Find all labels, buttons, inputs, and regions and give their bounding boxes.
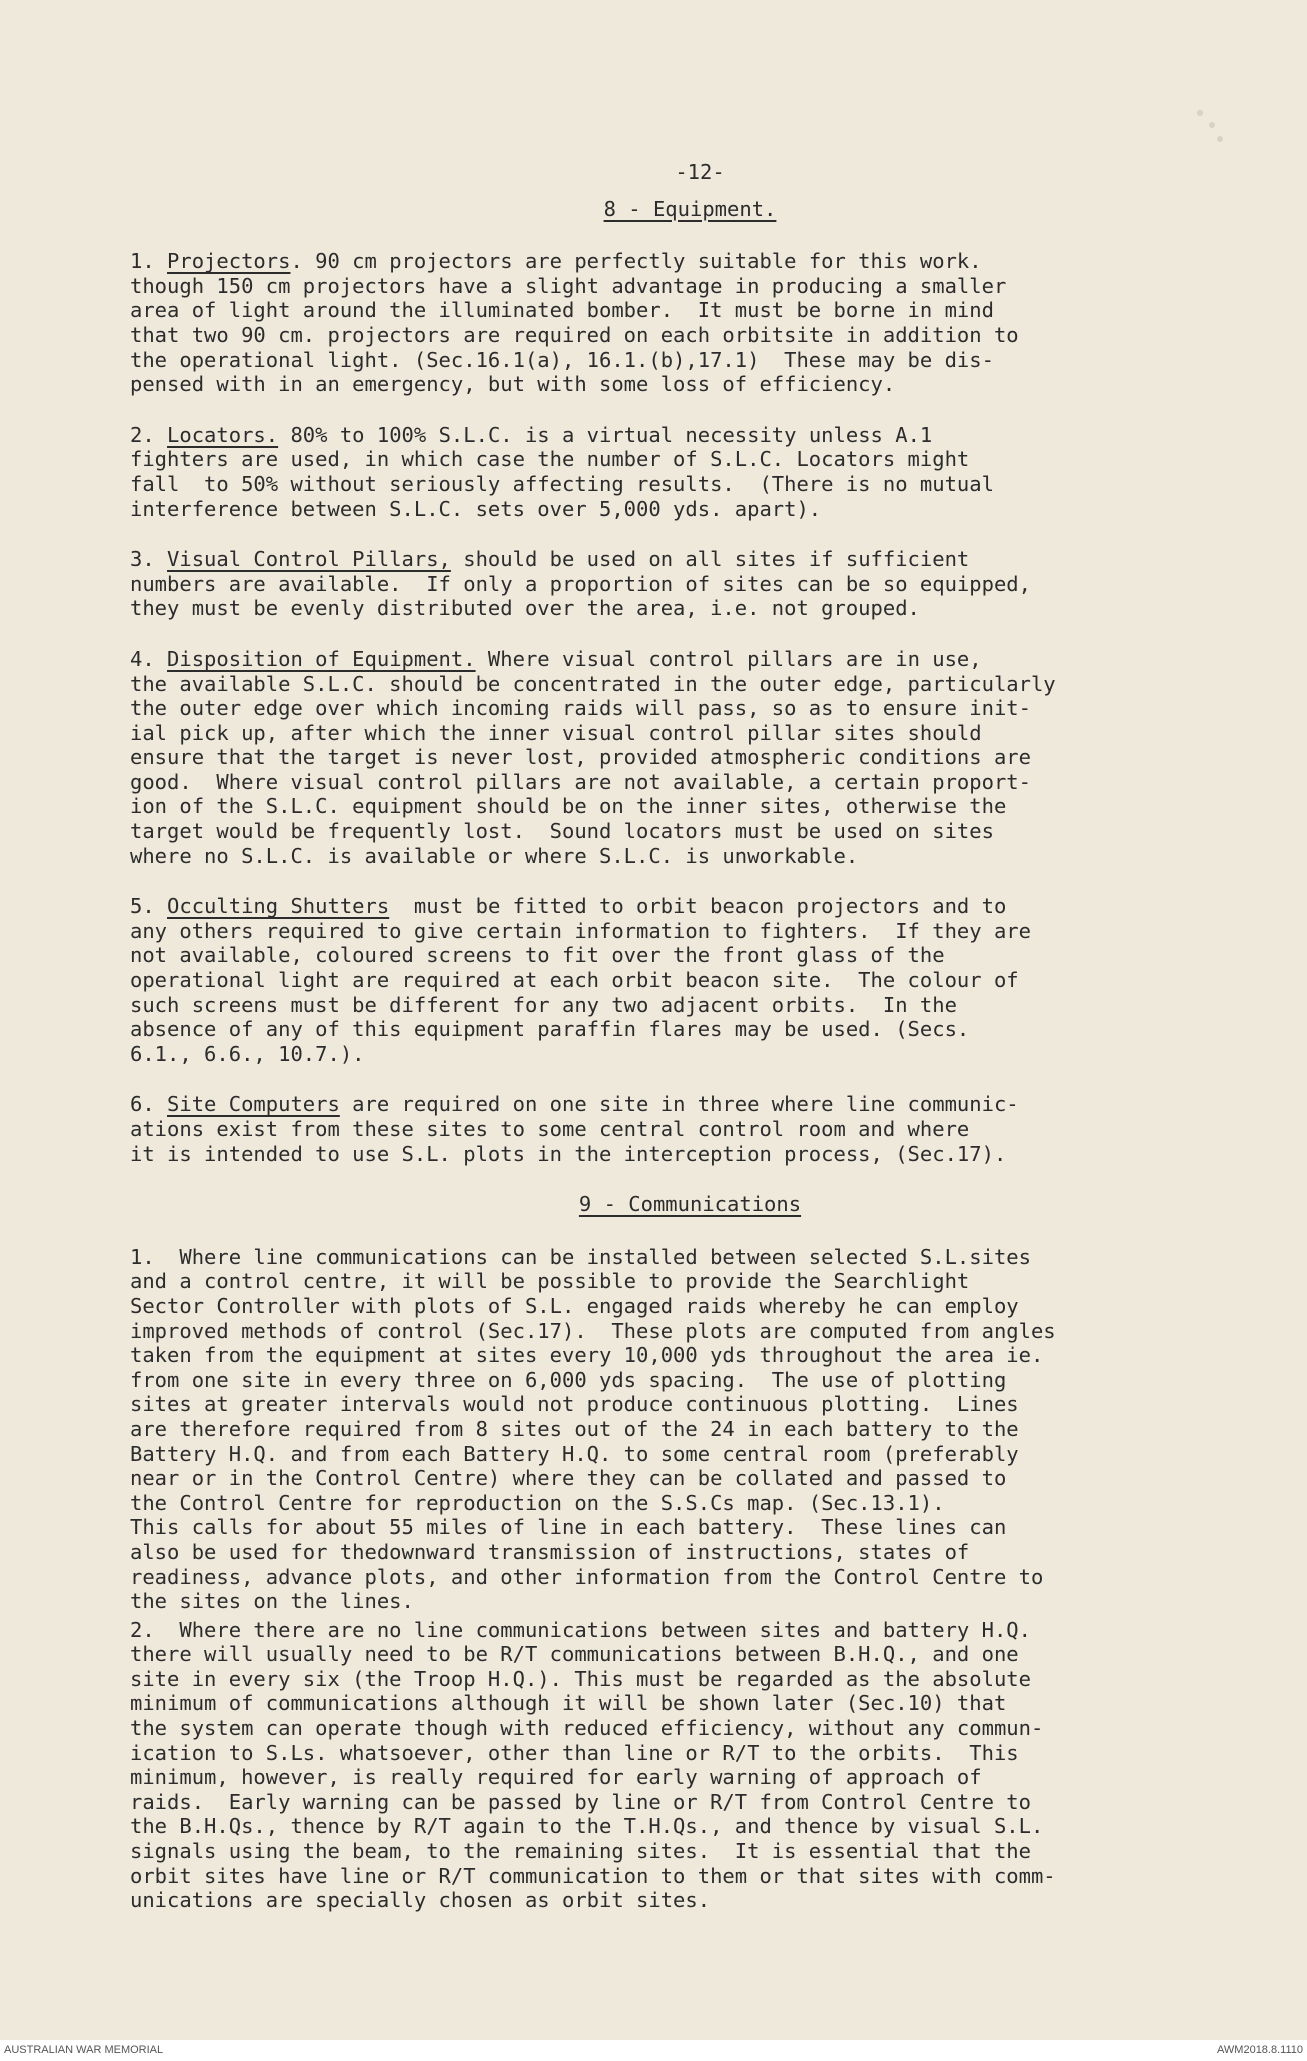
paragraph-line: orbit sites have line or R/T communication to them or that sites with comm- xyxy=(130,1863,1056,1888)
section-heading-equipment: 8 - Equipment. xyxy=(603,196,777,221)
paragraph-line: operational light are required at each orbit beacon site. The colour of xyxy=(130,968,1019,993)
paragraph-line: ial pick up, after which the inner visual control pillar sites should xyxy=(130,720,982,745)
paragraph-text: 80% to 100% S.L.C. is a virtual necessity unless A.1 xyxy=(278,422,933,447)
equipment-paragraph xyxy=(130,894,1250,1066)
paragraph-number: 3. xyxy=(130,547,168,572)
paragraph-label: Disposition of Equipment. xyxy=(167,646,476,671)
equipment-paragraph xyxy=(130,547,1250,621)
paragraph-line: ication to S.Ls. whatsoever, other than line or R/T to the orbits. This xyxy=(130,1740,1019,1765)
paragraph-label: Site Computers xyxy=(167,1092,340,1117)
paragraph-line: and a control centre, it will be possible to provide the Searchlight xyxy=(130,1269,970,1294)
paragraph-number: 2. xyxy=(130,422,168,447)
paragraph-line xyxy=(130,647,1250,672)
paragraph-line xyxy=(130,249,1250,274)
communications-paragraph xyxy=(130,1245,1250,1614)
paragraph-text: must be fitted to orbit beacon projectors and to xyxy=(389,894,1007,919)
paragraph-line: ations exist from these sites to some central control room and where xyxy=(130,1117,970,1141)
paragraph-label: Locators. xyxy=(167,422,279,447)
paragraph-line: fighters are used, in which case the number of S.L.C. Locators might xyxy=(130,447,970,472)
paragraph-line: any others required to give certain information to fighters. If they are xyxy=(130,918,1031,943)
paragraph-number: 5. xyxy=(130,894,168,919)
paragraph-line: minimum of communications although it will be shown later (Sec.10) that xyxy=(130,1691,1007,1716)
paragraph-line: the system can operate though with reduced efficiency, without any commun- xyxy=(130,1716,1044,1741)
paragraph-line: site in every six (the Troop H.Q.). This must be regarded as the absolute xyxy=(130,1666,1031,1691)
paragraph-line: signals using the beam, to the remaining sites. It is essential that the xyxy=(130,1839,1031,1864)
paragraph-number: 4. xyxy=(130,646,168,671)
equipment-paragraph xyxy=(130,423,1250,521)
paragraph-line: that two 90 cm. projectors are required on each orbitsite in addition to xyxy=(130,322,1019,347)
paragraph-line: ensure that the target is never lost, provided atmospheric conditions are xyxy=(130,745,1031,770)
paragraph-line: 2. Where there are no line communications between sites and battery H.Q. xyxy=(130,1617,1031,1642)
paragraph-line: absence of any of this equipment paraffin flares may be used. (Secs. xyxy=(130,1017,970,1042)
paragraph-line: also be used for thedownward transmission of instructions, states of xyxy=(130,1539,970,1564)
equipment-paragraph xyxy=(130,1092,1250,1166)
paragraph-line: ion of the S.L.C. equipment should be on the inner sites, otherwise the xyxy=(130,794,1007,819)
paragraph-line: 1. Where line communications can be installed between selected S.L.sites xyxy=(130,1244,1031,1269)
paragraph-line xyxy=(130,894,1250,919)
equipment-paragraph xyxy=(130,249,1250,397)
paragraph-line: area of light around the illuminated bomber. It must be borne in mind xyxy=(130,298,994,323)
footer-institution: AUSTRALIAN WAR MEMORIAL xyxy=(4,2044,164,2056)
paragraph-line: from one site in every three on 6,000 yds spacing. The use of plotting xyxy=(130,1367,1007,1392)
paragraph-number: 6. xyxy=(130,1092,168,1117)
paragraph-label: Occulting Shutters xyxy=(167,894,390,919)
paragraph-line: pensed with in an emergency, but with some loss of efficiency. xyxy=(130,372,896,397)
section-heading-communications: 9 - Communications xyxy=(578,1192,802,1217)
paragraph-text: are required on one site in three where line communic- xyxy=(339,1092,1019,1117)
paragraph-line: the operational light. (Sec.16.1(a), 16.1.(b),17.1) These may be dis- xyxy=(130,347,994,372)
paragraph-line: though 150 cm projectors have a slight advantage in producing a smaller xyxy=(130,273,1007,298)
paragraph-line: the B.H.Qs., thence by R/T again to the T.H.Qs., and thence by visual S.L. xyxy=(130,1814,1044,1839)
paragraph-line: This calls for about 55 miles of line in each battery. These lines can xyxy=(130,1515,1007,1540)
document-body xyxy=(130,160,1250,1939)
paragraph-line: readiness, advance plots, and other information from the Control Centre to xyxy=(130,1564,1044,1589)
paragraph-line: taken from the equipment at sites every 10,000 yds throughout the area ie. xyxy=(130,1343,1044,1368)
paragraph-line: the outer edge over which incoming raids will pass, so as to ensure init- xyxy=(130,696,1031,721)
paragraph-line: they must be evenly distributed over the area, i.e. not grouped. xyxy=(130,596,920,621)
paragraph-line: 6.1., 6.6., 10.7.). xyxy=(130,1041,365,1066)
paragraph-number: 1. xyxy=(130,249,168,274)
paragraph-line: where no S.L.C. is available or where S.L.C. is unworkable. xyxy=(130,843,859,868)
section-equipment xyxy=(130,249,1250,1166)
page-number: -12- xyxy=(675,160,725,184)
paragraph-line: are therefore required from 8 sites out of the 24 in each battery to the xyxy=(130,1416,1019,1441)
paragraph-line: not available, coloured screens to fit over the front glass of the xyxy=(130,943,945,968)
paragraph-line: the sites on the lines. xyxy=(130,1589,414,1614)
paragraph-line: Sector Controller with plots of S.L. engaged raids whereby he can employ xyxy=(130,1293,1019,1318)
paragraph-line: interference between S.L.C. sets over 5,000 yds. apart). xyxy=(130,496,822,521)
paragraph-line xyxy=(130,547,1250,572)
paragraph-line: raids. Early warning can be passed by line or R/T from Control Centre to xyxy=(130,1789,1031,1814)
paragraph-line: improved methods of control (Sec.17). These plots are computed from angles xyxy=(130,1318,1056,1343)
paragraph-label: Projectors xyxy=(167,249,291,274)
paragraph-line: numbers are available. If only a proportion of sites can be so equipped, xyxy=(130,571,1031,596)
paragraph-line: the Control Centre for reproduction on the S.S.Cs map. (Sec.13.1). xyxy=(130,1490,945,1515)
paragraph-line: minimum, however, is really required for early warning of approach of xyxy=(130,1765,982,1790)
paragraph-line: near or in the Control Centre) where they can be collated and passed to xyxy=(130,1466,1007,1491)
paragraph-text: should be used on all sites if sufficient xyxy=(450,547,970,572)
paragraph-line: unications are specially chosen as orbit sites. xyxy=(130,1888,711,1913)
equipment-paragraph xyxy=(130,647,1250,868)
paragraph-label: Visual Control Pillars, xyxy=(167,547,451,572)
paragraph-line: fall to 50% without seriously affecting results. (There is no mutual xyxy=(130,471,994,496)
paragraph-line: there will usually need to be R/T communications between B.H.Q., and one xyxy=(130,1642,1019,1667)
section-communications xyxy=(130,1245,1250,1913)
paragraph-line: it is intended to use S.L. plots in the interception process, (Sec.17). xyxy=(130,1141,1007,1166)
paragraph-line: such screens must be different for any two adjacent orbits. In the xyxy=(130,992,957,1017)
paragraph-line xyxy=(130,423,1250,448)
paragraph-text: Where visual control pillars are in use, xyxy=(475,646,982,671)
paragraph-line xyxy=(130,1092,1250,1117)
paragraph-line: target would be frequently lost. Sound locators must be used on sites xyxy=(130,819,994,844)
paragraph-text: . 90 cm projectors are perfectly suitable for this work. xyxy=(290,249,982,274)
paragraph-line: Battery H.Q. and from each Battery H.Q. to some central room (preferably xyxy=(130,1441,1019,1466)
communications-paragraph xyxy=(130,1618,1250,1913)
paragraph-line: good. Where visual control pillars are not available, a certain proport- xyxy=(130,769,1031,794)
paragraph-line: sites at greater intervals would not produce continuous plotting. Lines xyxy=(130,1392,1019,1417)
paragraph-line: the available S.L.C. should be concentrated in the outer edge, particularly xyxy=(130,671,1056,696)
footer-reference: AWM2018.8.1110 xyxy=(1216,2044,1303,2056)
paper-blemish xyxy=(1157,100,1237,160)
